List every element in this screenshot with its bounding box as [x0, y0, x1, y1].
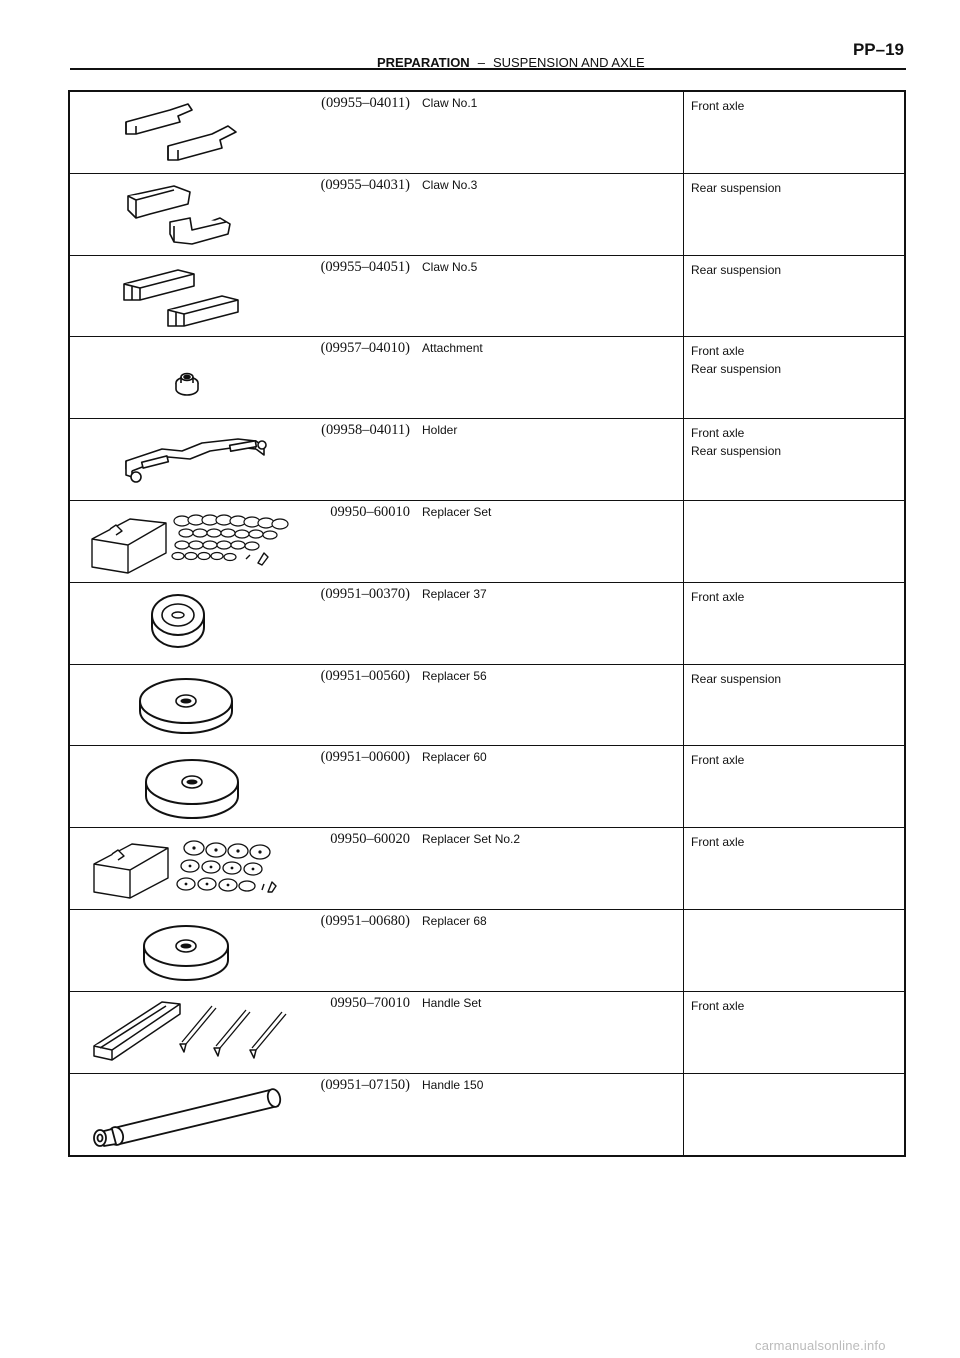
part-number: 09950–70010 — [330, 994, 410, 1011]
tool-name: Claw No.5 — [422, 259, 478, 274]
title-separator: – — [477, 55, 485, 70]
tool-name: Claw No.3 — [422, 177, 478, 192]
tool-name: Handle Set — [422, 995, 482, 1010]
tool-row — [70, 746, 904, 828]
tool-name: Claw No.1 — [422, 96, 478, 110]
part-number: (09958–04011) — [321, 422, 410, 439]
tool-name: Replacer 56 — [422, 668, 487, 683]
watermark: carmanualsonline.info — [755, 1338, 886, 1353]
use-cell — [683, 910, 904, 991]
use-cell — [683, 583, 904, 664]
part-number: (09955–04011) — [321, 95, 410, 111]
tool-name: Replacer 37 — [422, 586, 487, 601]
part-number: 09950–60020 — [330, 831, 410, 848]
use-cell — [683, 992, 904, 1073]
tool-row — [70, 256, 904, 338]
use-cell — [683, 256, 904, 337]
handle-set-icon — [70, 992, 300, 1073]
handle-bar-icon — [70, 1074, 300, 1156]
page-header — [70, 40, 906, 70]
use-item: Rear suspension — [691, 180, 782, 195]
replacer-set-icon — [70, 501, 300, 582]
use-cell — [683, 501, 904, 582]
holder-icon — [70, 419, 300, 500]
part-number: (09955–04031) — [320, 176, 410, 193]
part-number: (09957–04010) — [320, 340, 410, 357]
subsection-name: SUSPENSION AND AXLE — [492, 55, 645, 70]
tool-name: Replacer 60 — [422, 750, 487, 765]
tool-name: Holder — [422, 423, 458, 438]
use-item: Front axle — [691, 835, 745, 850]
section-name: PREPARATION — [377, 55, 470, 70]
use-item: Rear suspension — [691, 362, 782, 377]
use-item: Front axle — [691, 589, 745, 604]
use-cell — [683, 92, 904, 173]
tool-row — [70, 828, 904, 910]
claw-pair-icon — [70, 256, 300, 337]
part-number: (09951–00680) — [320, 912, 410, 929]
use-cell — [683, 746, 904, 827]
part-number: (09951–07150) — [320, 1076, 410, 1093]
tool-row — [70, 910, 904, 992]
use-cell — [683, 337, 904, 418]
replacer-disc-icon — [70, 665, 300, 746]
use-item: Rear suspension — [691, 262, 782, 277]
use-item: Front axle — [691, 753, 745, 768]
attachment-icon — [70, 337, 300, 418]
tool-name: Handle 150 — [422, 1077, 484, 1092]
use-item: Front axle — [691, 99, 745, 113]
tool-row — [70, 337, 904, 419]
use-item: Front axle — [691, 344, 745, 359]
tool-name: Attachment — [422, 341, 483, 356]
use-cell — [683, 828, 904, 909]
use-item: Front axle — [691, 998, 745, 1013]
tool-name: Replacer 68 — [422, 913, 487, 928]
replacer-disc-icon — [70, 583, 300, 664]
use-cell — [683, 174, 904, 255]
use-item: Front axle — [691, 426, 745, 441]
tool-row — [70, 583, 904, 665]
tool-name: Replacer Set No.2 — [422, 832, 521, 847]
use-cell — [683, 665, 904, 746]
page-number: PP–19 — [852, 40, 904, 59]
tool-row — [70, 174, 904, 256]
use-cell — [683, 419, 904, 500]
tool-row — [70, 501, 904, 583]
claw-pair-icon — [70, 174, 300, 255]
tool-row — [70, 92, 904, 174]
replacer-set-icon — [70, 828, 300, 909]
tool-row — [70, 419, 904, 501]
replacer-disc-icon — [70, 746, 300, 827]
use-item: Rear suspension — [691, 671, 782, 686]
section-title — [377, 55, 645, 70]
claw-pair-icon — [70, 92, 300, 173]
part-number: (09951–00600) — [320, 749, 410, 766]
part-number: (09951–00560) — [320, 667, 410, 684]
tool-row — [70, 992, 904, 1074]
replacer-disc-icon — [70, 910, 300, 991]
tool-row — [70, 1074, 904, 1156]
use-item: Rear suspension — [691, 444, 782, 459]
part-number: (09951–00370) — [320, 585, 410, 602]
use-cell — [683, 1074, 904, 1156]
part-number: (09955–04051) — [320, 258, 410, 275]
tool-name: Replacer Set — [422, 504, 492, 519]
tool-row — [70, 665, 904, 747]
part-number: 09950–60010 — [330, 503, 410, 520]
special-service-tools-table — [68, 90, 906, 1157]
